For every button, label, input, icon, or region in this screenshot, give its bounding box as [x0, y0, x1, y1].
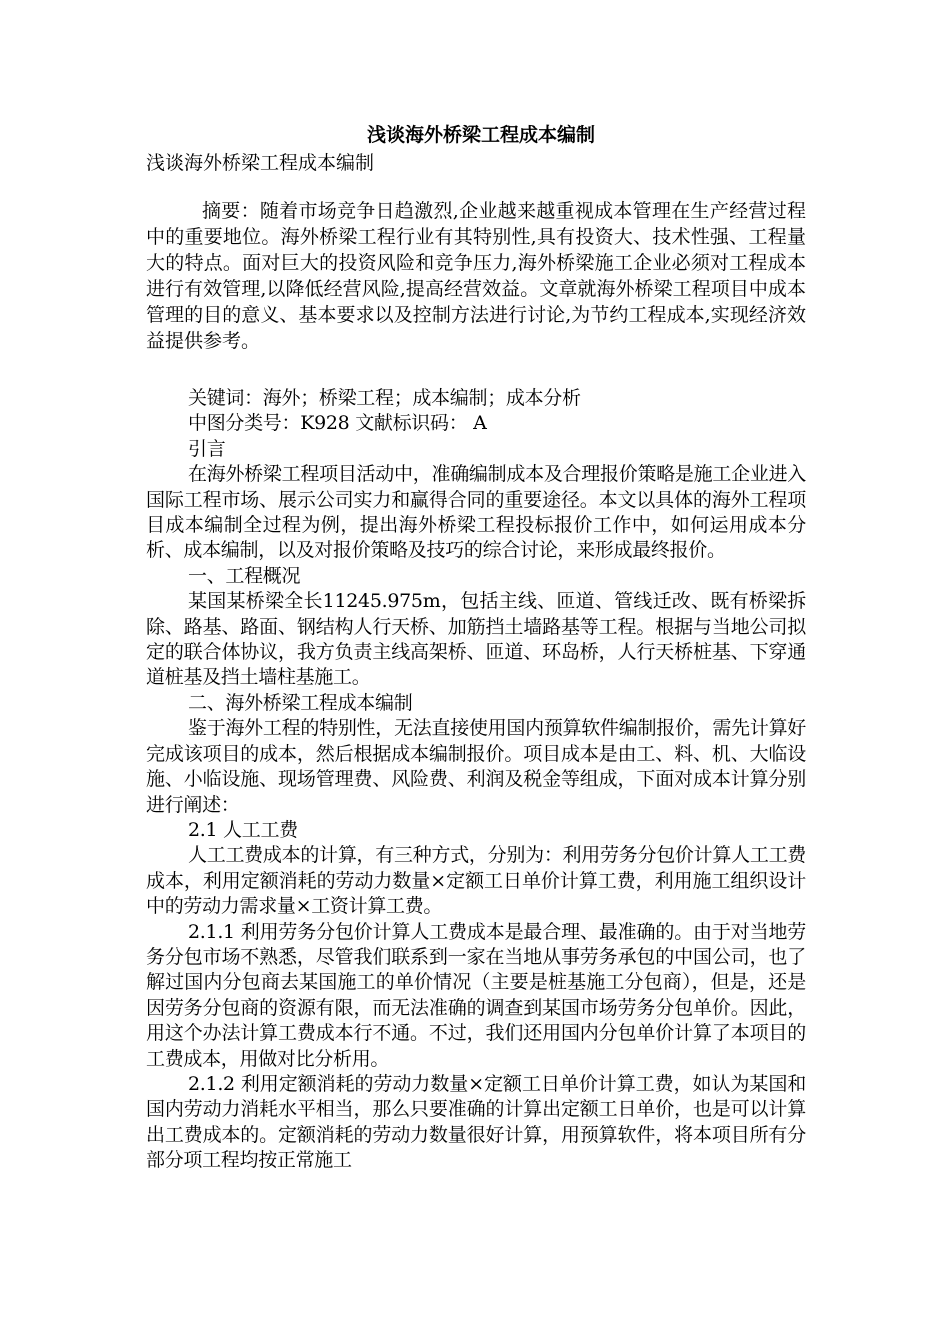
document-subtitle: 浅谈海外桥梁工程成本编制 [146, 152, 375, 174]
section211-paragraph: 2.1.1 利用劳务分包价计算人工费成本是最合理、最准确的。由于对当地劳务分包市场不熟悉，尽管我们联系到一家在当地从事劳务承包的中国公司，也了解过国内分包商去某国施工的单价情况（主要是桩基施工分包商），但是，还是因劳务分包商的资源有限，而无法准确的调查到某国市场劳务分包单价。因此，用这个办法计算工费成本行不通。不过，我们还用国内分包单价计算了本项目的工费成本，用做对比分析用。 [146, 920, 806, 1070]
section1-heading: 一、工程概况 [188, 564, 301, 587]
section212-paragraph: 2.1.2 利用定额消耗的劳动力数量×定额工日单价计算工费，如认为某国和国内劳动力消耗水平相当，那么只要准确的计算出定额工日单价，也是可以计算出工费成本的。定额消耗的劳动力数量很好计算，用预算软件，将本项目所有分部分项工程均按正常施工 [146, 1072, 806, 1172]
document-page [146, 122, 806, 1174]
section21-paragraph: 人工工费成本的计算，有三种方式，分别为：利用劳务分包价计算人工工费成本，利用定额消耗的劳动力数量×定额工日单价计算工费，利用施工组织设计中的劳动力需求量×工资计算工费。 [146, 844, 806, 918]
abstract-paragraph: 摘要：随着市场竞争日趋激烈,企业越来越重视成本管理在生产经营过程中的重要地位。海外桥梁工程行业有其特别性,具有投资大、技术性强、工程量大的特点。面对巨大的投资风险和竞争压力,海外桥梁施工企业必须对工程成本进行有效管理,以降低经营风险,提高经营效益。文章就海外桥梁工程项目中成本管理的目的意义、基本要求以及控制方法进行讨论,为节约工程成本,实现经济效益提供参考。 [146, 200, 806, 352]
section2-paragraph: 鉴于海外工程的特别性，无法直接使用国内预算软件编制报价，需先计算好完成该项目的成本，然后根据成本编制报价。项目成本是由工、料、机、大临设施、小临设施、现场管理费、风险费、利润及税金等组成，下面对成本计算分别进行阐述： [146, 717, 806, 816]
section2-heading: 二、海外桥梁工程成本编制 [188, 691, 413, 714]
intro-paragraph: 在海外桥梁工程项目活动中，准确编制成本及合理报价策略是施工企业进入国际工程市场、展示公司实力和赢得合同的重要途径。本文以具体的海外工程项目成本编制全过程为例，提出海外桥梁工程投标报价工作中，如何运用成本分析、成本编制，以及对报价策略及技巧的综合讨论，来形成最终报价。 [146, 463, 806, 562]
intro-heading: 引言 [188, 437, 226, 460]
classification-line: 中图分类号：K928 文献标识码： A [188, 412, 487, 435]
section1-paragraph: 某国某桥梁全长11245.975m，包括主线、匝道、管线迁改、既有桥梁拆除、路基、路面、钢结构人行天桥、加筋挡土墙路基等工程。根据与当地公司拟定的联合体协议，我方负责主线高架桥、匝道、环岛桥，人行天桥桩基、下穿通道桩基及挡土墙柱基施工。 [146, 590, 806, 689]
document-title: 浅谈海外桥梁工程成本编制 [366, 124, 595, 146]
body-text [146, 386, 806, 1174]
keywords-line: 关键词：海外；桥梁工程；成本编制；成本分析 [188, 387, 581, 409]
section21-heading: 2.1 人工工费 [188, 818, 298, 841]
